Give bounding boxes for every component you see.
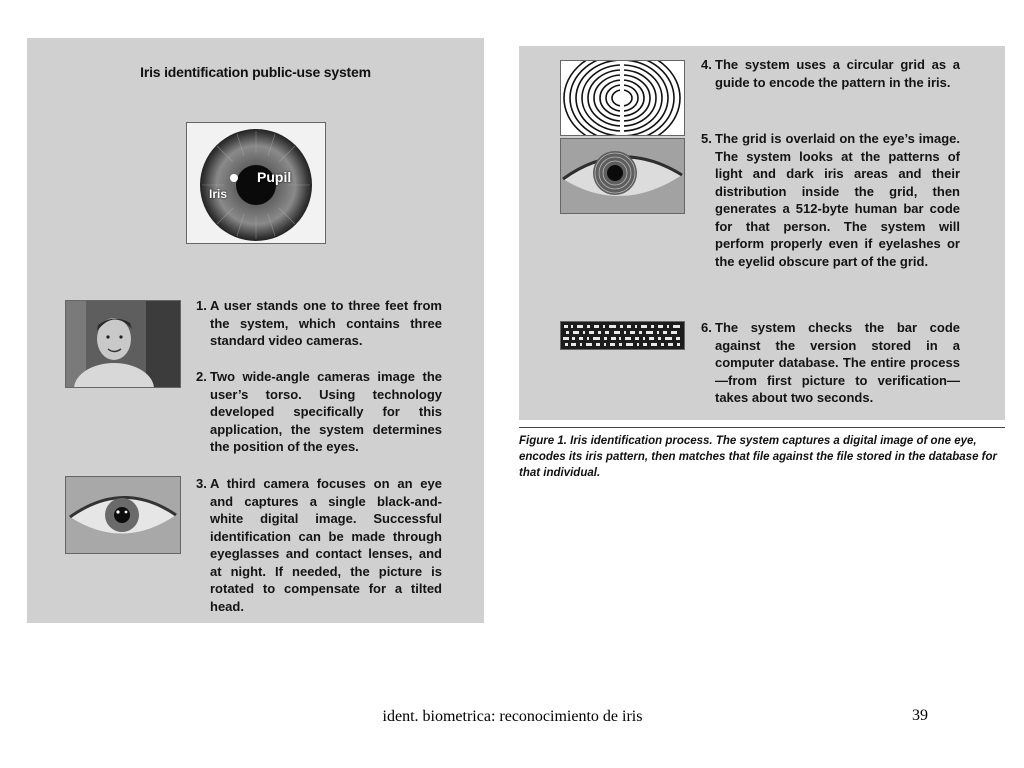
iris-label: Iris (209, 187, 228, 201)
step-4: 4. The system uses a circular grid as a guide to encode the pattern in the iris. (701, 57, 960, 90)
footer-text: ident. biometrica: reconocimiento de iris (382, 708, 643, 725)
right-figure-panel (519, 46, 1005, 420)
step-3: 3. A third camera focuses on an eye and captures a single black-and-white digital image. Successful identification can be made through eyeglasses and contact lenses, and at night. If needed, the picture is rotated to compensate for a tilted head. (196, 476, 442, 614)
eye-with-grid-image (560, 138, 685, 214)
figure-title: Iris identification public-use system (140, 64, 371, 80)
eye-image (65, 476, 181, 554)
left-figure-panel (27, 38, 484, 623)
slide-number: 39 (912, 707, 928, 724)
circular-grid-image (560, 60, 685, 136)
step-6: 6. The system checks the bar code against the version stored in a computer database. The entire process—from first picture to verification—takes about two seconds. (701, 320, 960, 405)
iris-closeup-image (186, 122, 326, 244)
iris-code-image (560, 321, 685, 350)
step-2: 2. Two wide-angle cameras image the user’s torso. Using technology developed specifically for this application, the system determines the position of the eyes. (196, 369, 442, 454)
step-1: 1. A user stands one to three feet from the system, which contains three standard video cameras. (196, 298, 442, 348)
figure-caption: Figure 1. Iris identification process. The system captures a digital image of one eye, encodes its iris pattern, then matches that file against the file stored in the database for that individual. (519, 435, 997, 479)
step-5: 5. The grid is overlaid on the eye’s image. The system looks at the patterns of light and dark iris areas and their distribution inside the grid, then generates a 512-byte human bar code for that person. The system will perform properly even if eyelashes or the eyelid obscure part of the grid. (701, 131, 960, 269)
caption-divider (519, 427, 1005, 428)
pupil-label: Pupil (257, 169, 292, 185)
user-photo (65, 300, 181, 388)
